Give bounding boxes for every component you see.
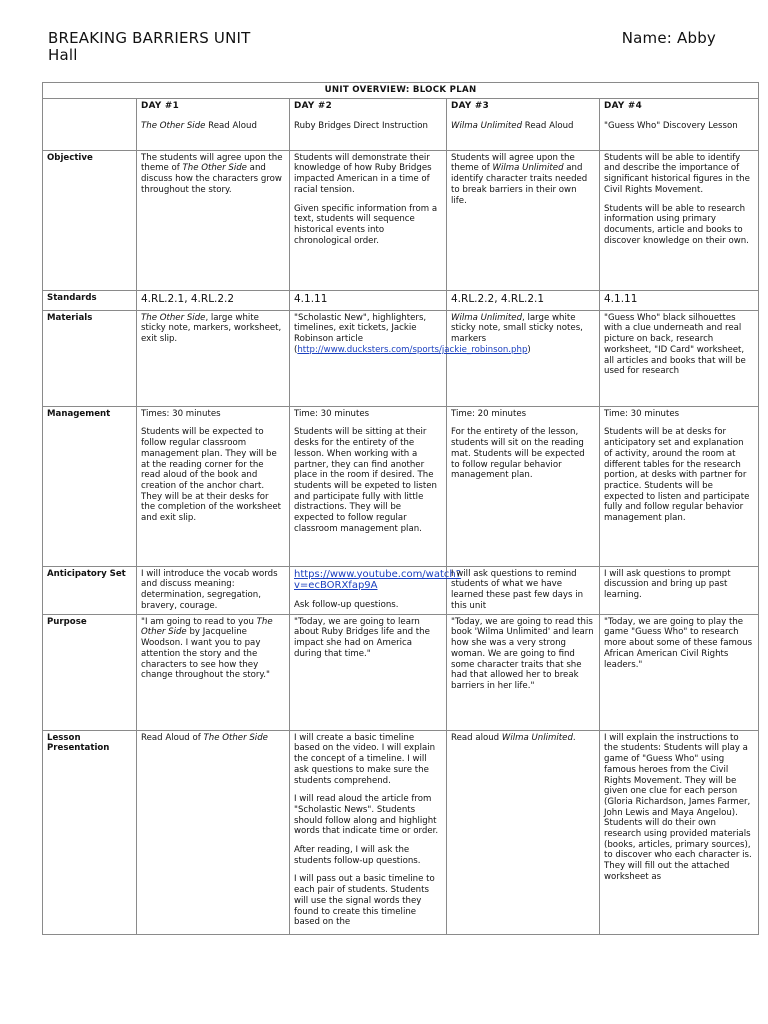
day-header-3 xyxy=(447,98,600,150)
anticipatory-day-1 xyxy=(137,566,290,614)
cell-paragraph: "Today, we are going to play the game "Guess Who" to research more about some of these famous African American Civil Rights leaders." xyxy=(604,616,753,670)
cell-paragraph: 4.1.11 xyxy=(604,292,638,305)
row-purpose xyxy=(43,614,759,730)
cell-paragraph: Read Aloud of The Other Side xyxy=(141,732,268,743)
cell-paragraph: 4.RL.2.2, 4.RL.2.1 xyxy=(451,292,545,305)
cell-paragraph: Times: 30 minutes xyxy=(141,408,221,419)
row-materials xyxy=(43,310,759,406)
row-label-standards: Standards xyxy=(43,290,137,310)
day-header-2 xyxy=(290,98,447,150)
cell-paragraph: After reading, I will ask the students follow-up questions. xyxy=(294,845,421,866)
cell-paragraph: Students will agree upon the theme of Wilma Unlimited and identify character traits needed to break barriers in their own life. xyxy=(451,152,588,206)
cell-paragraph: Given specific information from a text, students will sequence historical events into chronological order. xyxy=(294,203,438,246)
day-topic: Ruby Bridges Direct Instruction xyxy=(294,121,428,132)
standards-day-3 xyxy=(447,290,600,310)
materials-day-4 xyxy=(600,310,759,406)
materials-day-3 xyxy=(447,310,600,406)
objective-day-4 xyxy=(600,150,759,290)
anticipatory-day-2 xyxy=(290,566,462,614)
day-header-4 xyxy=(600,98,759,150)
cell-paragraph: For the entirety of the lesson, students will sit on the reading mat. Students will be expected to follow regular behavior management plan. xyxy=(451,427,585,481)
row-management xyxy=(43,406,759,566)
cell-paragraph: Time: 30 minutes xyxy=(604,408,680,419)
objective-day-3 xyxy=(447,150,600,290)
cell-paragraph xyxy=(294,568,462,592)
standards-day-2 xyxy=(290,290,447,310)
url-link[interactable]: https://www.youtube.com/watch?v=ecBORXfap9A xyxy=(294,568,462,592)
table-title-row xyxy=(43,83,759,99)
day-label: DAY #4 xyxy=(604,100,642,111)
cell-paragraph: "Guess Who" black silhouettes with a clue underneath and real picture on back, research worksheet, "ID Card" worksheet, all articles and books that will be used for research xyxy=(604,312,746,377)
day-label: DAY #1 xyxy=(141,100,179,111)
corner-cell xyxy=(43,98,137,150)
lesson-day-2 xyxy=(290,730,447,934)
cell-paragraph: Time: 20 minutes xyxy=(451,408,527,419)
cell-paragraph: Students will be able to research information using primary documents, article and books to discover knowledge on their own. xyxy=(604,203,749,246)
management-day-4 xyxy=(600,406,759,566)
row-label-purpose: Purpose xyxy=(43,614,137,730)
row-standards xyxy=(43,290,759,310)
lesson-day-3 xyxy=(447,730,600,934)
cell-paragraph: "Today, we are going to read this book 'Wilma Unlimited' and learn how she was a very strong woman. We are going to find some character traits that she had that allowed her to break barriers in her life." xyxy=(451,616,594,691)
cell-paragraph: Read aloud Wilma Unlimited. xyxy=(451,732,576,743)
cell-paragraph: "Today, we are going to learn about Ruby Bridges life and the impact she had on America during that time." xyxy=(294,616,430,659)
day-topic: Wilma Unlimited Read Aloud xyxy=(451,121,574,132)
cell-paragraph: Students will be able to identify and describe the importance of significant historical figures in the Civil Rights Movement. xyxy=(604,152,750,195)
lesson-day-1 xyxy=(137,730,290,934)
cell-paragraph: Ask follow-up questions. xyxy=(294,600,399,611)
row-lesson xyxy=(43,730,759,934)
cell-paragraph: I will explain the instructions to the students: Students will play a game of "Guess Who" using famous heroes from the Civil Rights Movement. They will be given one clue for each person (Gloria Richardson, James Farmer, John Lewis and Maya Angelou). Students will do their own research using provided materials (books, articles, primary sources), to discover who each character is. They will fill out the attached worksheet as xyxy=(604,732,752,882)
management-day-3 xyxy=(447,406,600,566)
day-label: DAY #2 xyxy=(294,100,332,111)
row-label-objective: Objective xyxy=(43,150,137,290)
anticipatory-day-4 xyxy=(600,566,759,614)
standards-day-1 xyxy=(137,290,290,310)
cell-paragraph: I will ask questions to remind students of what we have learned these past few days in this unit xyxy=(451,568,584,611)
cell-paragraph: I will ask questions to prompt discussion and bring up past learning. xyxy=(604,568,731,601)
cell-paragraph: I will pass out a basic timeline to each pair of students. Students will use the signal words they found to create this timeline based on the xyxy=(294,874,435,928)
day-topic: The Other Side Read Aloud xyxy=(141,121,257,132)
student-name: Name: Abby xyxy=(621,29,716,47)
cell-paragraph: The Other Side, large white sticky note, markers, worksheet, exit slip. xyxy=(141,312,282,345)
row-label-anticipatory: Anticipatory Set xyxy=(43,566,137,614)
unit-title: BREAKING BARRIERS UNIT Hall xyxy=(48,29,251,64)
row-objective xyxy=(43,150,759,290)
row-label-lesson: Lesson Presentation xyxy=(43,730,137,934)
purpose-day-4 xyxy=(600,614,759,730)
purpose-day-1 xyxy=(137,614,290,730)
cell-paragraph: The students will agree upon the theme of The Other Side and discuss how the characters grow throughout the story. xyxy=(141,152,283,195)
cell-paragraph: Students will be at desks for anticipatory set and explanation of activity, around the room at different tables for the research portion, at desks with partner for practice. Students will be expected to listen and participate fully and follow regular behavior management plan. xyxy=(604,427,750,524)
day-label: DAY #3 xyxy=(451,100,489,111)
purpose-day-2 xyxy=(290,614,447,730)
cell-paragraph: Time: 30 minutes xyxy=(294,408,370,419)
row-label-materials: Materials xyxy=(43,310,137,406)
objective-day-2 xyxy=(290,150,447,290)
purpose-day-3 xyxy=(447,614,600,730)
cell-paragraph: Students will be sitting at their desks for the entirety of the lesson. When working with a partner, they can find another place in the room if desired. The students will be expeted to listen and participate fully with little distractions. They will be expected to follow regular classroom management plan. xyxy=(294,427,437,534)
management-day-1 xyxy=(137,406,290,566)
cell-paragraph: I will create a basic timeline based on the video. I will explain the concept of a timeline. I will ask questions to make sure the students comprehend. xyxy=(294,732,436,786)
materials-day-1 xyxy=(137,310,290,406)
objective-day-1 xyxy=(137,150,290,290)
anticipatory-day-3 xyxy=(447,566,600,614)
day-topic: "Guess Who" Discovery Lesson xyxy=(604,121,738,132)
cell-paragraph: 4.RL.2.1, 4.RL.2.2 xyxy=(141,292,235,305)
url-link[interactable]: http://www.ducksters.com/sports/jackie_robinson.php xyxy=(297,344,528,355)
management-day-2 xyxy=(290,406,447,566)
table-title: UNIT OVERVIEW: BLOCK PLAN xyxy=(43,83,759,99)
cell-paragraph: I will introduce the vocab words and discuss meaning: determination, segregation, bravery, courage. xyxy=(141,568,278,611)
cell-paragraph: Students will demonstrate their knowledge of how Ruby Bridges impacted American in a time of racial tension. xyxy=(294,152,432,195)
row-anticipatory xyxy=(43,566,759,614)
row-label-management: Management xyxy=(43,406,137,566)
cell-paragraph: I will read aloud the article from "Scholastic News". Students should follow along and highlight words that indicate time or order. xyxy=(294,794,439,837)
cell-paragraph: "Scholastic New", highlighters, timelines, exit tickets, Jackie Robinson article (http://www.ducksters.com/sports/jackie_robinson.php) xyxy=(294,312,531,355)
cell-paragraph: 4.1.11 xyxy=(294,292,328,305)
day-header-1 xyxy=(137,98,290,150)
cell-paragraph: Students will be expected to follow regular classroom management plan. They will be at the reading corner for the read aloud of the book and creation of the anchor chart. They will be at their desks for the completion of the worksheet and exit slip. xyxy=(141,427,282,524)
cell-paragraph: Wilma Unlimited, large white sticky note, small sticky notes, markers xyxy=(451,312,583,345)
cell-paragraph: "I am going to read to you The Other Side by Jacqueline Woodson. I want you to pay attention the story and the characters to see how they change throughout the story." xyxy=(141,616,273,681)
lesson-day-4 xyxy=(600,730,759,934)
block-plan-table xyxy=(42,82,759,935)
day-header-row xyxy=(43,98,759,150)
page-header xyxy=(48,30,718,64)
standards-day-4 xyxy=(600,290,759,310)
